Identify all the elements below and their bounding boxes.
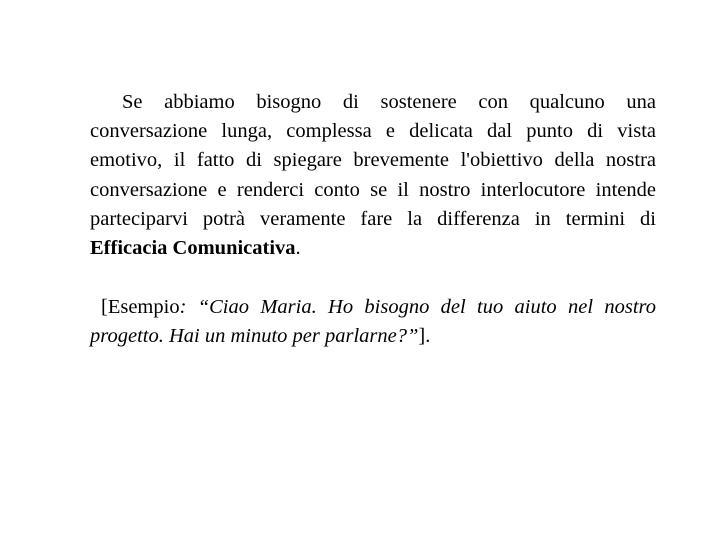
main-paragraph-text: Se abbiamo bisogno di sostenere con qualcuno una conversazione lunga, complessa e delicata dal punto di vista emotivo, il fatto di spiegare brevemente l'obiettivo della nostra conversazione e renderci conto se il nostro interlocutore intende parteciparvi potrà veramente fare la differenza in termini di <box>90 91 656 230</box>
text-body <box>90 88 656 352</box>
example-close-bracket: ]. <box>418 325 431 348</box>
example-label: [Esempio <box>101 296 180 319</box>
example-paragraph <box>90 293 656 351</box>
example-quote: “Ciao Maria. Ho bisogno del tuo aiuto nel nostro progetto. Hai un minuto per parlarne?” <box>90 296 656 348</box>
example-colon: : <box>179 296 187 319</box>
emphasis-efficacia-comunicativa: Efficacia Comunicativa <box>90 237 296 260</box>
main-paragraph <box>90 88 656 263</box>
main-paragraph-end: . <box>295 237 301 260</box>
